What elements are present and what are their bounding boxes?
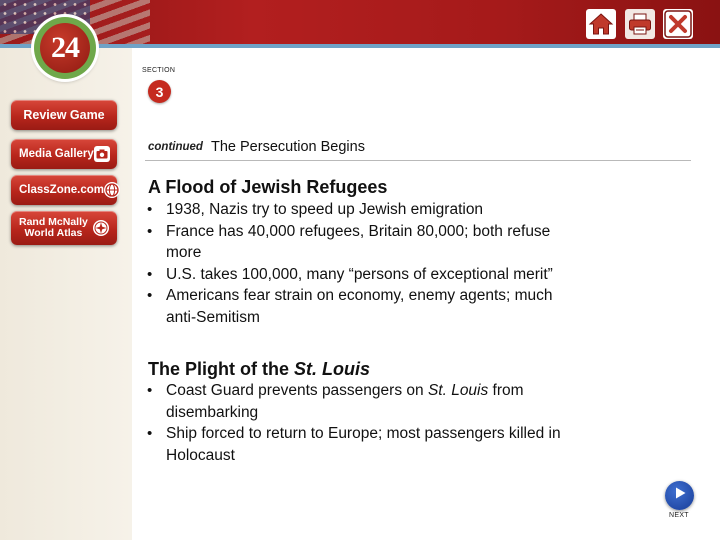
classzone-label: ClassZone.com [19,184,104,196]
heading-flood-of-refugees: A Flood of Jewish Refugees [148,177,388,197]
media-gallery-button[interactable] [11,139,117,169]
section-number-badge: 3 [148,80,171,103]
st-louis-bullet-list [146,380,586,466]
globe-icon [104,182,120,198]
review-game-label: Review Game [23,108,105,122]
next-label: NEXT [669,512,689,519]
world-atlas-button[interactable] [11,211,117,245]
section-label: SECTION [142,67,176,74]
world-atlas-label [19,217,88,239]
heading-plight-prefix: The Plight of the [148,359,294,379]
continued-label: continued [148,141,203,153]
refugees-bullet-list [146,199,586,329]
world-atlas-label-line1: Rand McNally [19,216,88,228]
list-item-ship-name: St. Louis [427,382,489,399]
heading-plight-st-louis [148,359,370,380]
heading-plight-ship-name: St. Louis [294,359,370,379]
page-title: The Persecution Begins [211,139,365,155]
list-item: • France has 40,000 refugees, Britain 80,000; both refuse more [146,221,586,264]
media-gallery-label: Media Gallery [19,148,94,160]
list-item-text-after: from disembarking [166,382,528,421]
next-button[interactable] [665,481,694,510]
review-game-button[interactable] [11,100,117,130]
list-item [146,380,586,423]
compass-icon [93,220,109,236]
chapter-number: 24 [51,31,79,64]
chapter-badge [34,17,96,79]
play-arrow-icon [673,486,687,505]
title-divider [145,160,691,161]
close-icon[interactable] [663,9,693,39]
classzone-button[interactable] [11,175,117,205]
list-item: • Americans fear strain on economy, enemy agents; much anti-Semitism [146,285,586,328]
chapter-badge-inner [40,23,90,73]
list-item: • 1938, Nazis try to speed up Jewish emigration [146,199,586,221]
print-icon[interactable] [625,9,655,39]
world-atlas-label-line2: World Atlas [24,227,83,239]
list-item: • U.S. takes 100,000, many “persons of exceptional merit” [146,264,586,286]
list-item: • Ship forced to return to Europe; most passengers killed in Holocaust [146,423,586,466]
camera-icon [94,146,110,162]
home-icon[interactable] [586,9,616,39]
list-item-text-before: Coast Guard prevents passengers on [166,382,428,399]
